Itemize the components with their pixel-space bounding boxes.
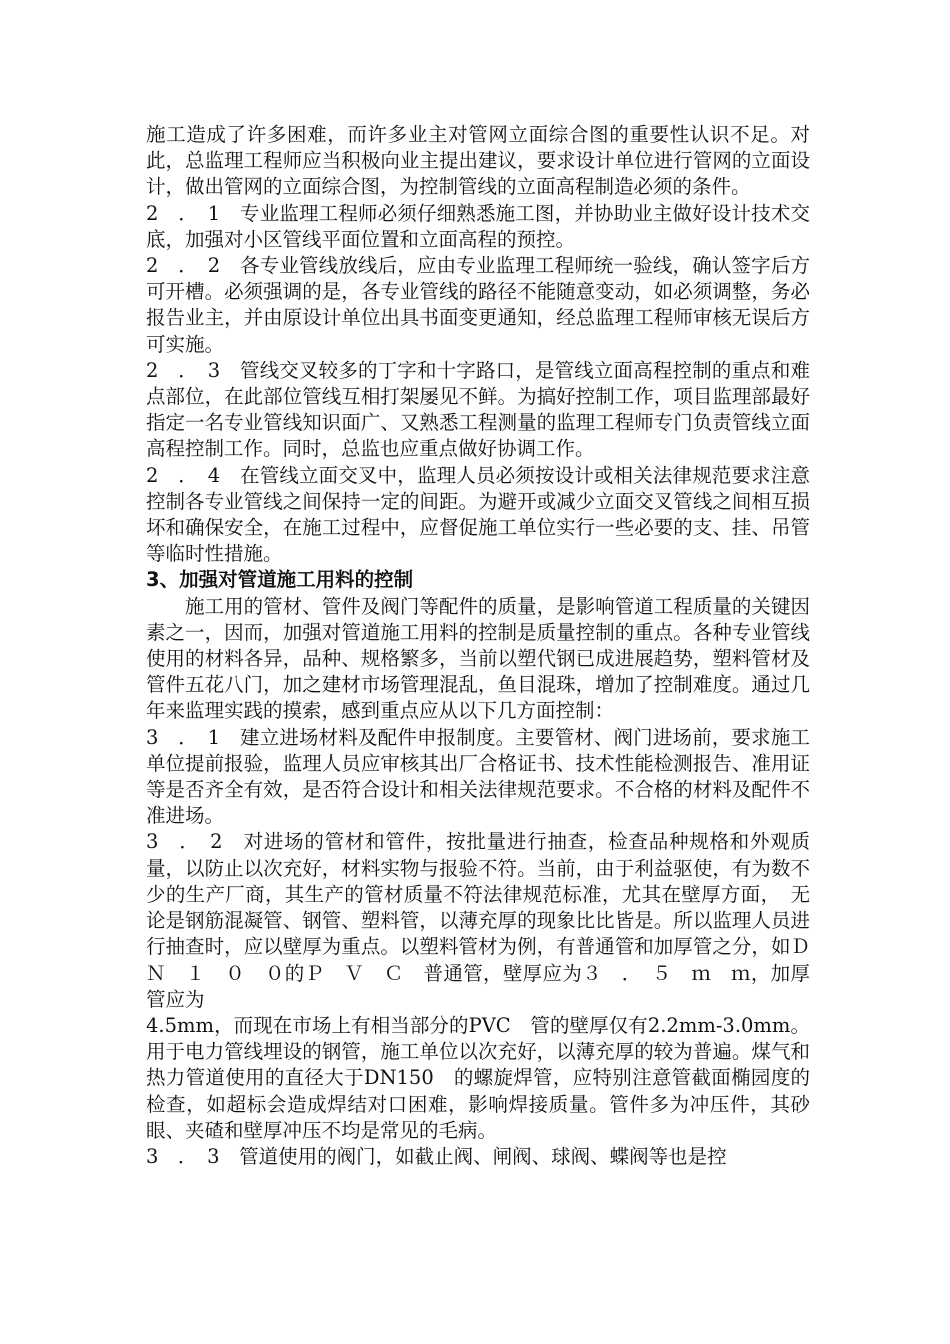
item-text: 专业监理工程师必须仔细熟悉施工图，并协助业主做好设计技术交底，加强对小区管线平面位置和立面高程的预控。 — [146, 201, 810, 251]
paragraph-2-3 — [146, 358, 810, 463]
paragraph-3-1 — [146, 725, 810, 830]
item-text: 建立进场材料及配件申报制度。主要管材、阀门进场前，要求施工单位提前报验，监理人员应审核其出厂合格证书、技术性能检测报告、准用证等是否齐全有效，是否符合设计和相关法律规范要求。不合格的材料及配件不准进场。 — [146, 725, 810, 828]
item-number: 2 ． 3 — [146, 358, 241, 382]
document-page — [146, 122, 830, 1170]
paragraph-2-4 — [146, 463, 810, 568]
item-number: 2 ． 1 — [146, 201, 241, 225]
item-number: 3 ． 2 — [146, 830, 244, 854]
paragraph-intro: 施工造成了许多困难，而许多业主对管网立面综合图的重要性认识不足。对此，总监理工程师应当积极向业主提出建议，要求设计单位进行管网的立面设计，做出管网的立面综合图，为控制管线的立面高程制造必须的条件。 — [146, 123, 810, 199]
paragraph-3-intro: 施工用的管材、管件及阀门等配件的质量，是影响管道工程质量的关键因素之一，因而，加强对管道施工用料的控制是质量控制的重点。各种专业管线使用的材料各异，品种、规格繁多，当前以塑代钢已成进展趋势，塑料管材及管件五花八门，加之建材市场管理混乱，鱼目混珠，增加了控制难度。通过几年来监理实践的摸索，感到重点应从以下几方面控制： — [146, 594, 810, 723]
item-number: 2 ． 2 — [146, 254, 241, 278]
item-text: 管线交叉较多的丁字和十字路口，是管线立面高程控制的重点和难点部位，在此部位管线互相打架屡见不鲜。为搞好控制工作，项目监理部最好指定一名专业管线知识面广、又熟悉工程测量的监理工程师专门负责管线立面高程控制工作。同时，总监也应重点做好协调工作。 — [146, 358, 810, 461]
paragraph-3-2-continued: 4.5mm，而现在市场上有相当部分的PVC 管的壁厚仅有2.2mm-3.0mm。用于电力管线埋设的钢管，施工单位以次充好，以薄充厚的较为普遍。煤气和热力管道使用的直径大于DN150 的螺旋焊管，应特别注意管截面椭园度的检查，如超标会造成焊结对口困难，影响焊接质量。管件多为冲压件，其砂眼、夹碴和壁厚冲压不均是常见的毛病。 — [146, 1013, 810, 1142]
item-number: 2 ． 4 — [146, 463, 241, 487]
item-text: 在管线立面交叉中，监理人员必须按设计或相关法律规范要求注意控制各专业管线之间保持一定的间距。为避开或减少立面交叉管线之间相互损坏和确保安全，在施工过程中，应督促施工单位实行一些必要的支、挂、吊管等临时性措施。 — [146, 463, 810, 566]
item-number: 3 ． 3 — [146, 1144, 240, 1168]
paragraph-3-3 — [146, 1144, 810, 1170]
paragraph-2-1 — [146, 201, 810, 253]
item-text: 管道使用的阀门，如截止阀、闸阀、球阀、蝶阀等也是控 — [239, 1144, 727, 1168]
item-text: 各专业管线放线后，应由专业监理工程师统一验线，确认签字后方可开槽。必须强调的是，各专业管线的路径不能随意变动，如必须调整，务必报告业主，并由原设计单位出具书面变更通知，经总监理工程师审核无误后方可实施。 — [146, 254, 810, 356]
paragraph-2-2 — [146, 253, 810, 358]
paragraph-3-2 — [146, 829, 830, 1012]
section-heading-3: 3、加强对管道施工用料的控制 — [146, 568, 414, 592]
item-number: 3 ． 1 — [146, 725, 241, 749]
item-text: 对进场的管材和管件，按批量进行抽查，检查品种规格和外观质量，以防止以次充好，材料实物与报验不符。当前，由于利益驱使，有为数不少的生产厂商，其生产的管材质量不符法律规范标准，尤其在壁厚方面， 无论是钢筋混凝管、钢管、塑料管，以薄充厚的现象比比皆是。所以监理人员进行抽查时，应以壁厚为重点。以塑料管材为例，有普通管和加厚管之分，如Ｄ Ｎ １ ０ ０的Ｐ Ｖ Ｃ 普通管，壁厚应为３ ． ５ ｍ ｍ，加厚管应为 — [146, 830, 830, 1011]
